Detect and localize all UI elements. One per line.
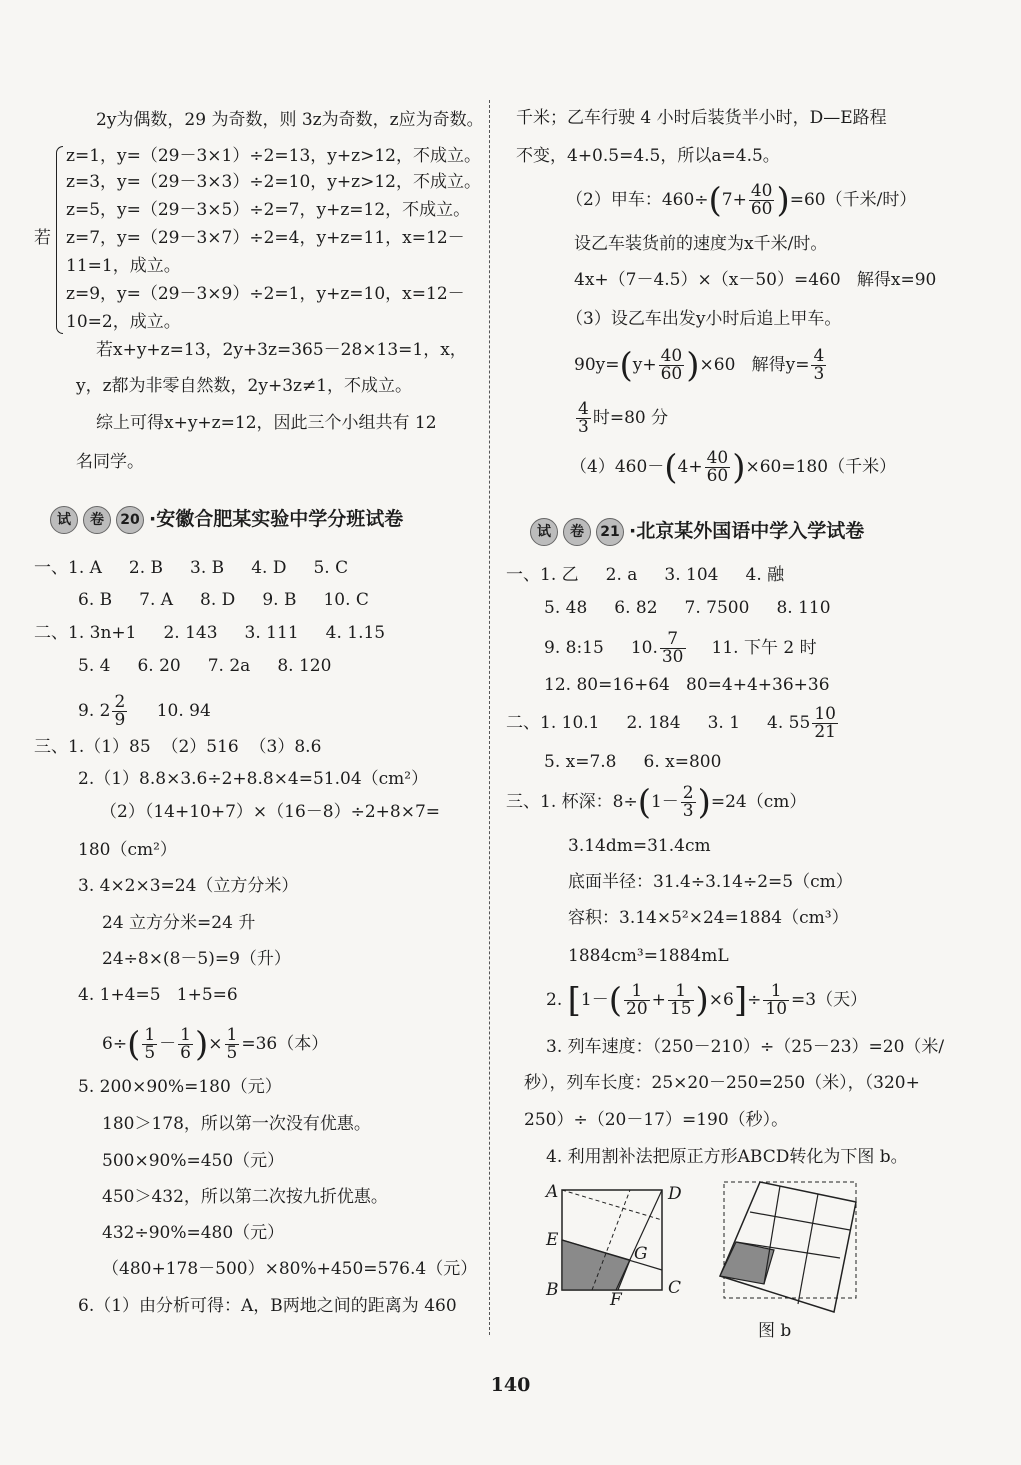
answer-line: 千米；乙车行驶 4 小时后装货半小时，D—E路程 xyxy=(516,108,887,128)
section-title-text: ·安徽合肥某实验中学分班试卷 xyxy=(149,508,404,530)
answer-line-r7: 90y=(y+ $\frac{40}{60}$ )×60 解得y= $\frac{4}{3}$ xyxy=(574,345,825,386)
label-b: B xyxy=(546,1280,559,1300)
figure-b xyxy=(714,1172,864,1342)
answer-line-4b: 6÷( $\frac{1}{5}$ － $\frac{1}{6}$ )× $\frac{1}{5}$ =36（本） xyxy=(102,1024,329,1065)
answer-line: 4. 利用割补法把原正方形ABCD转化为下图 b。 xyxy=(546,1147,908,1167)
answer-line-r8: $\frac{4}{3}$ 时=80 分 xyxy=(578,399,669,437)
label-f: F xyxy=(610,1290,622,1310)
answer-line: 5. 4 6. 20 7. 2a 8. 120 xyxy=(78,656,332,676)
answer-line-9 xyxy=(78,694,211,729)
answer-line: 180（cm²） xyxy=(78,840,177,860)
answer-line: 容积：3.14×5²×24=1884（cm³） xyxy=(568,908,849,928)
case-line: z=9，y=（29－3×9）÷2=1，y+z=10，x=12－ xyxy=(66,284,465,304)
page-number: 140 xyxy=(490,1374,531,1396)
answer-line: 6. B 7. A 8. D 9. B 10. C xyxy=(78,590,369,610)
answer-line: 二、1. 3n+1 2. 143 3. 111 4. 1.15 xyxy=(34,623,386,643)
section-title-text: ·北京某外国语中学入学试卷 xyxy=(629,520,865,542)
badge-icon: 20 xyxy=(116,506,144,534)
answer-line: 2.（1）8.8×3.6÷2+8.8×4=51.04（cm²） xyxy=(78,769,429,789)
answer-line: 500×90%=450（元） xyxy=(102,1151,285,1171)
badge-icon: 试 xyxy=(50,506,78,534)
answer-line: 3. 4×2×3=24（立方分米） xyxy=(78,876,299,896)
answer-line: 432÷90%=480（元） xyxy=(102,1223,285,1243)
q10-label: 10. 94 xyxy=(156,701,211,721)
case-line: z=5，y=（29－3×5）÷2=7，y+z=12，不成立。 xyxy=(66,200,471,220)
answer-line: （2）（14+10+7）×（16－8）÷2+8×7= xyxy=(100,802,440,822)
case-brace xyxy=(56,146,63,334)
answer-line: 5. x=7.8 6. x=800 xyxy=(544,752,722,772)
label-e: E xyxy=(546,1230,559,1250)
column-divider xyxy=(489,100,490,1335)
answer-line: 250）÷（20－17）=190（秒）。 xyxy=(524,1110,789,1130)
intro-line: 2y为偶数，29 为奇数，则 3z为奇数，z应为奇数。 xyxy=(96,110,484,130)
label-c: C xyxy=(668,1278,682,1298)
answer-line: 24 立方分米=24 升 xyxy=(102,913,256,933)
case-line: z=3，y=（29－3×3）÷2=10，y+z>12，不成立。 xyxy=(66,172,481,192)
answer-line: 4. 1+4=5 1+5=6 xyxy=(78,985,238,1005)
rearranged-square-diagram xyxy=(714,1172,864,1317)
answer-line: （3）设乙车出发y小时后追上甲车。 xyxy=(566,309,842,329)
answer-line: 一、1. A 2. B 3. B 4. D 5. C xyxy=(34,558,349,578)
label-g: G xyxy=(634,1244,648,1264)
answer-line: 12. 80=16+64 80=4+4+36+36 xyxy=(544,675,830,695)
answer-line: 底面半径：31.4÷3.14÷2=5（cm） xyxy=(568,872,853,892)
figure-a xyxy=(546,1180,696,1310)
answer-line-e1: 二、1. 10.1 2. 184 3. 1 4. 55 $\frac{10}{21}$ xyxy=(506,704,836,742)
answer-line: 一、1. 乙 2. a 3. 104 4. 融 xyxy=(506,565,785,585)
case-line: z=7，y=（29－3×7）÷2=4，y+z=11，x=12－ xyxy=(66,228,465,248)
answer-line-s6: 2. [1－( $\frac{1}{20}$ + $\frac{1}{15}$ )×6]÷ $\frac{1}{10}$ =3（天） xyxy=(546,980,868,1021)
text-line: 名同学。 xyxy=(76,452,144,472)
fraction: $\frac{2}{9}$ xyxy=(114,692,126,730)
answer-line: 3. 列车速度：（250－210）÷（25－23）=20（米/ xyxy=(546,1037,945,1057)
text-line: y，z都为非零自然数，2y+3z≠1，不成立。 xyxy=(76,376,413,396)
answer-line: 三、1.（1）85 （2）516 （3）8.6 xyxy=(34,737,322,757)
q9-label: 9. 2 xyxy=(78,701,111,721)
answer-line: 不变，4+0.5=4.5，所以a=4.5。 xyxy=(516,146,780,166)
section-title-20 xyxy=(50,504,403,534)
answer-line: 5. 200×90%=180（元） xyxy=(78,1077,282,1097)
answer-line: （480+178－500）×80%+450=576.4（元） xyxy=(102,1259,478,1279)
answer-line: 180＞178，所以第一次没有优惠。 xyxy=(102,1114,371,1134)
answer-line: 450＞432，所以第二次按九折优惠。 xyxy=(102,1187,388,1207)
answer-line: 5. 48 6. 82 7. 7500 8. 110 xyxy=(544,598,831,618)
case-line: 10=2，成立。 xyxy=(66,312,181,332)
label-d: D xyxy=(668,1184,682,1204)
answer-line: 秒），列车长度：25×20－250=250（米），（320+ xyxy=(524,1073,920,1093)
answer-line: 设乙车装货前的速度为x千米/时。 xyxy=(574,234,828,254)
answer-line: 24÷8×(8－5)=9（升） xyxy=(102,949,291,969)
badge-icon: 试 xyxy=(530,518,558,546)
answer-line: 3.14dm=31.4cm xyxy=(568,836,711,856)
figure-b-caption: 图 b xyxy=(758,1321,792,1341)
badge-icon: 卷 xyxy=(83,506,111,534)
label-a: A xyxy=(546,1182,559,1202)
answer-line-y3: 9. 8:15 10. $\frac{7}{30}$ 11. 下午 2 时 xyxy=(544,629,817,667)
answer-line: 1884cm³=1884mL xyxy=(568,946,729,966)
badge-icon: 21 xyxy=(596,518,624,546)
badge-icon: 卷 xyxy=(563,518,591,546)
case-line: z=1，y=（29－3×1）÷2=13，y+z>12，不成立。 xyxy=(66,146,481,166)
answer-line-s1: 三、1. 杯深：8÷(1－ $\frac{2}{3}$ )=24（cm） xyxy=(506,782,807,823)
answer-line: 4x+（7－4.5）×（x－50）=460 解得x=90 xyxy=(574,270,937,290)
ruo-label: 若 xyxy=(34,228,51,248)
answer-line-r9: （4）460－(4+ $\frac{40}{60}$ )×60=180（千米） xyxy=(570,447,897,488)
text-line: 若x+y+z=13，2y+3z=365－28×13=1，x， xyxy=(96,340,467,360)
answer-line: 6.（1）由分析可得：A，B两地之间的距离为 460 xyxy=(78,1296,457,1316)
text-line: 综上可得x+y+z=12，因此三个小组共有 12 xyxy=(96,413,437,433)
answer-line-r3: （2）甲车：460÷(7+ $\frac{40}{60}$ )=60（千米/时） xyxy=(566,180,917,221)
section-title-21 xyxy=(530,516,864,546)
case-line: 11=1，成立。 xyxy=(66,256,181,276)
